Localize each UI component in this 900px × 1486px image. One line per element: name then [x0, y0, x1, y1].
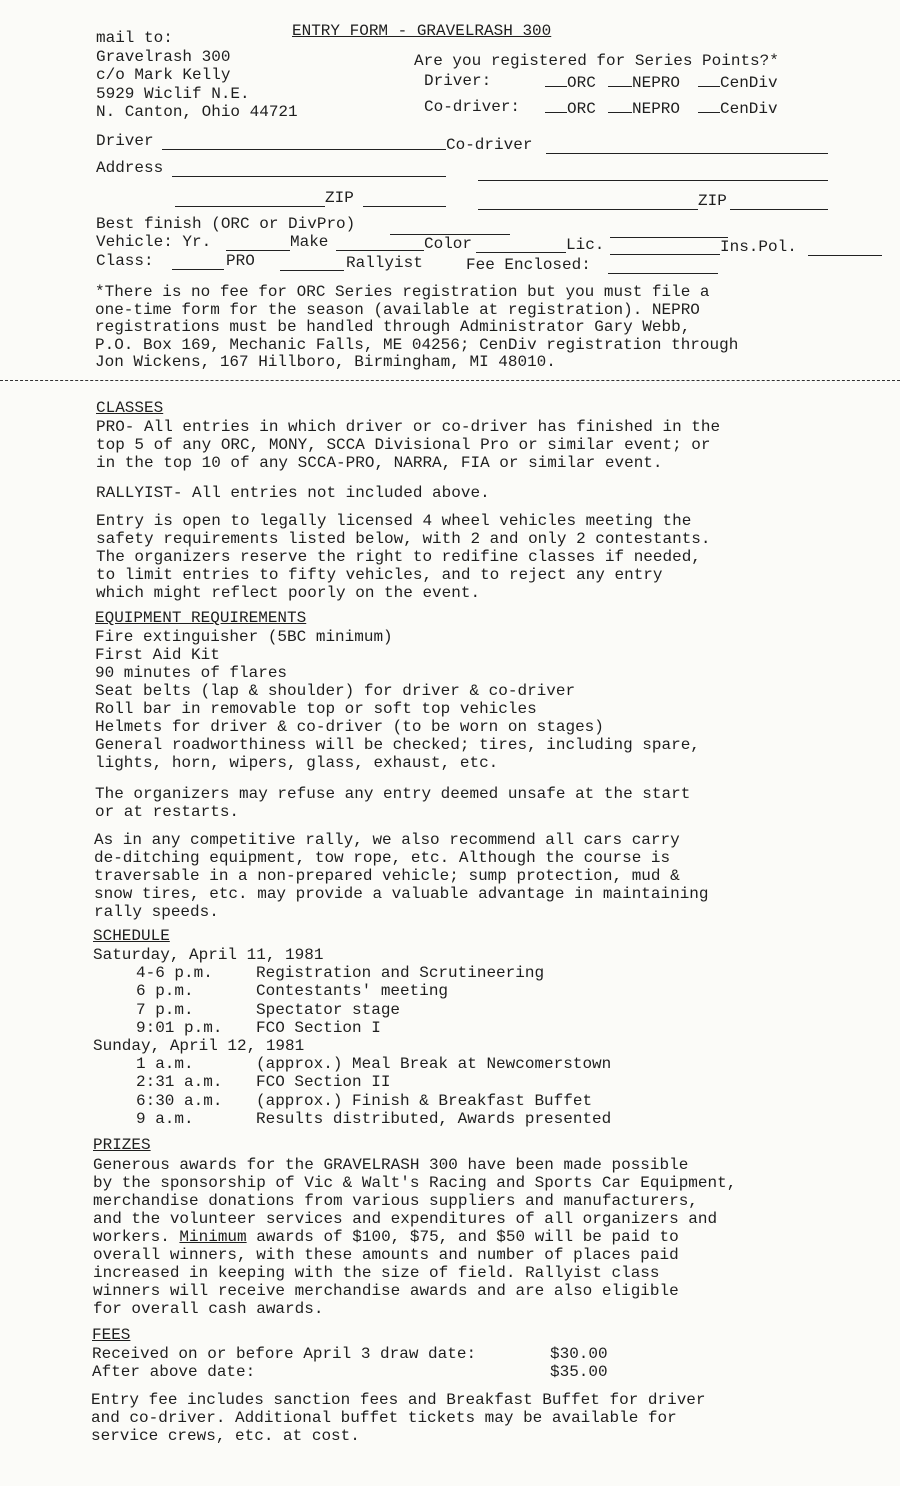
schedule-time: 7 p.m.: [136, 1000, 194, 1019]
codriver-address-field[interactable]: [478, 180, 828, 181]
address-label: Address: [96, 159, 164, 177]
schedule-row: [93, 982, 611, 1000]
vehicle-year-field[interactable]: [226, 250, 290, 251]
series-codriver-nepro[interactable]: NEPRO: [608, 98, 680, 118]
equipment-list: Fire extinguisher (5BC minimum) First Aid Kit 90 minutes of flares Seat belts (lap & shoulder) for driver & co-driver Roll bar in removable top or soft top vehicles Helmets for driver & co-driver (to be worn on stages) General roadworthiness will be checked; tires, including spare, lights, horn, wipers, glass, exhaust, etc.: [95, 628, 700, 772]
series-codriver-orc[interactable]: ORC: [545, 98, 596, 118]
schedule-time: 2:31 a.m.: [136, 1073, 223, 1092]
schedule-event: FCO Section II: [256, 1073, 391, 1092]
class-pro-option: PRO: [226, 252, 255, 270]
fee-early-label: Received on or before April 3 draw date:: [92, 1345, 477, 1363]
best-finish-label: Best finish (ORC or DivPro): [96, 215, 356, 233]
series-driver-cendiv[interactable]: CenDiv: [698, 72, 778, 92]
series-driver-nepro[interactable]: NEPRO: [608, 72, 680, 92]
class-pro-blank[interactable]: [172, 269, 224, 270]
schedule-event: (approx.) Meal Break at Newcomerstown: [256, 1055, 612, 1074]
fee-enclosed-field[interactable]: [608, 273, 718, 274]
series-driver-orc[interactable]: ORC: [545, 72, 596, 92]
classes-heading: CLASSES: [96, 399, 164, 417]
insurance-field[interactable]: [808, 255, 882, 256]
schedule-row: [93, 964, 611, 982]
schedule-time: 6 p.m.: [136, 982, 194, 1001]
schedule-time: 4-6 p.m.: [136, 964, 213, 983]
schedule-time: 6:30 a.m.: [136, 1091, 223, 1110]
fee-note: Entry fee includes sanction fees and Breakfast Buffet for driver and co-driver. Additional buffet tickets may be available for service crews, etc. at cost.: [91, 1391, 706, 1445]
mail-to-label: mail to:: [96, 29, 173, 47]
driver-zip-label: ZIP: [325, 189, 354, 207]
equipment-refuse: The organizers may refuse any entry deemed unsafe at the start or at restarts.: [95, 785, 691, 821]
schedule-day: Saturday, April 11, 1981: [93, 946, 324, 964]
vehicle-make-field[interactable]: [336, 250, 424, 251]
series-codriver-label: Co-driver:: [424, 98, 521, 116]
schedule-row: [93, 1055, 611, 1073]
series-driver-label: Driver:: [424, 72, 492, 90]
codriver-city-field[interactable]: [478, 209, 698, 210]
mail-name: Gravelrash 300: [96, 48, 231, 66]
schedule-event: Results distributed, Awards presented: [256, 1109, 612, 1128]
fees-table: [92, 1345, 608, 1381]
license-field[interactable]: [610, 254, 720, 255]
fees-heading: FEES: [92, 1326, 131, 1344]
driver-field[interactable]: [162, 149, 446, 150]
schedule-event: (approx.) Finish & Breakfast Buffet: [256, 1091, 593, 1110]
fee-early-amount: $30.00: [550, 1345, 608, 1363]
schedule-time: 1 a.m.: [136, 1055, 194, 1074]
codriver-field[interactable]: [546, 153, 828, 154]
schedule-row: [93, 1110, 611, 1128]
fee-late-label: After above date:: [92, 1363, 256, 1381]
series-codriver-cendiv[interactable]: CenDiv: [698, 98, 778, 118]
license-label: Lic.: [566, 236, 605, 254]
driver-label: Driver: [96, 132, 154, 150]
codriver-zip-label: ZIP: [698, 192, 727, 210]
schedule-event: Registration and Scrutineering: [256, 964, 545, 983]
fee-enclosed-label: Fee Enclosed:: [466, 256, 591, 274]
schedule-time: 9:01 p.m.: [136, 1018, 223, 1037]
driver-zip-field[interactable]: [363, 206, 446, 207]
lic-upper-line: [610, 237, 728, 238]
schedule-event: Contestants' meeting: [256, 982, 449, 1001]
driver-city-field[interactable]: [175, 206, 325, 207]
equipment-heading: EQUIPMENT REQUIREMENTS: [95, 609, 307, 627]
schedule-list: [93, 946, 611, 1128]
codriver-zip-field[interactable]: [730, 209, 828, 210]
prizes-text: Generous awards for the GRAVELRASH 300 have been made possible by the sponsorship of Vic & Walt's Racing and Sports Car Equipment, merchandise donations from various suppliers and manufacturers, and the volunteer services and expenditures of all organizers and workers. Minimum awards of $100, $75, and $50 will be paid to overall winners, with these amounts and number of places paid increased in keeping with the size of field. Rallyist class winners will receive merchandise awards and are also eligible for overall cash awards.: [93, 1156, 737, 1318]
schedule-event: Spectator stage: [256, 1000, 401, 1019]
tear-off-line: [0, 380, 900, 381]
schedule-time: 9 a.m.: [136, 1109, 194, 1128]
class-rallyist-blank[interactable]: [280, 270, 344, 271]
series-footnote: *There is no fee for ORC Series registration but you must file a one-time form for the season (available at registration). NEPRO registrations must be handled through Administrator Gary Webb, P.O. Box 169, Mechanic Falls, ME 04256; CenDiv registration through Jon Wickens, 167 Hillboro, Birmingham, MI 48010.: [95, 283, 739, 372]
class-label: Class:: [96, 252, 154, 270]
schedule-day: Sunday, April 12, 1981: [93, 1036, 305, 1055]
schedule-heading: SCHEDULE: [93, 927, 170, 945]
entry-eligibility: Entry is open to legally licensed 4 wheel vehicles meeting the safety requirements listed below, with 2 and only 2 contestants. The organizers reserve the right to redifine classes if needed, to limit entries to fifty vehicles, and to reject any entry which might reflect poorly on the event.: [96, 512, 711, 602]
vehicle-year-label: Vehicle: Yr.: [96, 233, 212, 251]
schedule-row: [93, 1019, 611, 1037]
vehicle-make-label: Make: [290, 233, 329, 251]
form-title: ENTRY FORM - GRAVELRASH 300: [292, 22, 552, 40]
equipment-recommend: As in any competitive rally, we also recommend all cars carry de-ditching equipment, tow rope, etc. Although the course is traversable in a non-prepared vehicle; sump protection, mud & snow tires, etc. may provide a valuable advantage in maintaining rally speeds.: [94, 831, 709, 921]
classes-pro: PRO- All entries in which driver or co-driver has finished in the top 5 of any ORC, MONY, SCCA Divisional Pro or similar event; or in the top 10 of any SCCA-PRO, NARRA, FIA or similar event.: [96, 418, 721, 472]
schedule-event: FCO Section I: [256, 1018, 381, 1037]
classes-rallyist: RALLYIST- All entries not included above.: [96, 484, 490, 502]
codriver-label: Co-driver: [446, 136, 533, 154]
vehicle-color-field[interactable]: [476, 252, 566, 253]
prizes-heading: PRIZES: [93, 1136, 151, 1154]
mail-care-of: c/o Mark Kelly: [96, 66, 231, 84]
schedule-row: [93, 1001, 611, 1019]
mail-city: N. Canton, Ohio 44721: [96, 103, 298, 121]
insurance-label: Ins.Pol.: [720, 238, 797, 256]
class-rallyist-option: Rallyist: [346, 254, 423, 272]
schedule-row: [93, 1073, 611, 1091]
driver-address-field[interactable]: [172, 176, 446, 177]
mail-street: 5929 Wiclif N.E.: [96, 85, 250, 103]
series-question: Are you registered for Series Points?*: [414, 52, 779, 70]
schedule-row: [93, 1092, 611, 1110]
fee-late-amount: $35.00: [550, 1363, 608, 1381]
vehicle-color-label: Color: [424, 235, 473, 253]
minimum-emphasis: Minimum: [179, 1228, 247, 1246]
